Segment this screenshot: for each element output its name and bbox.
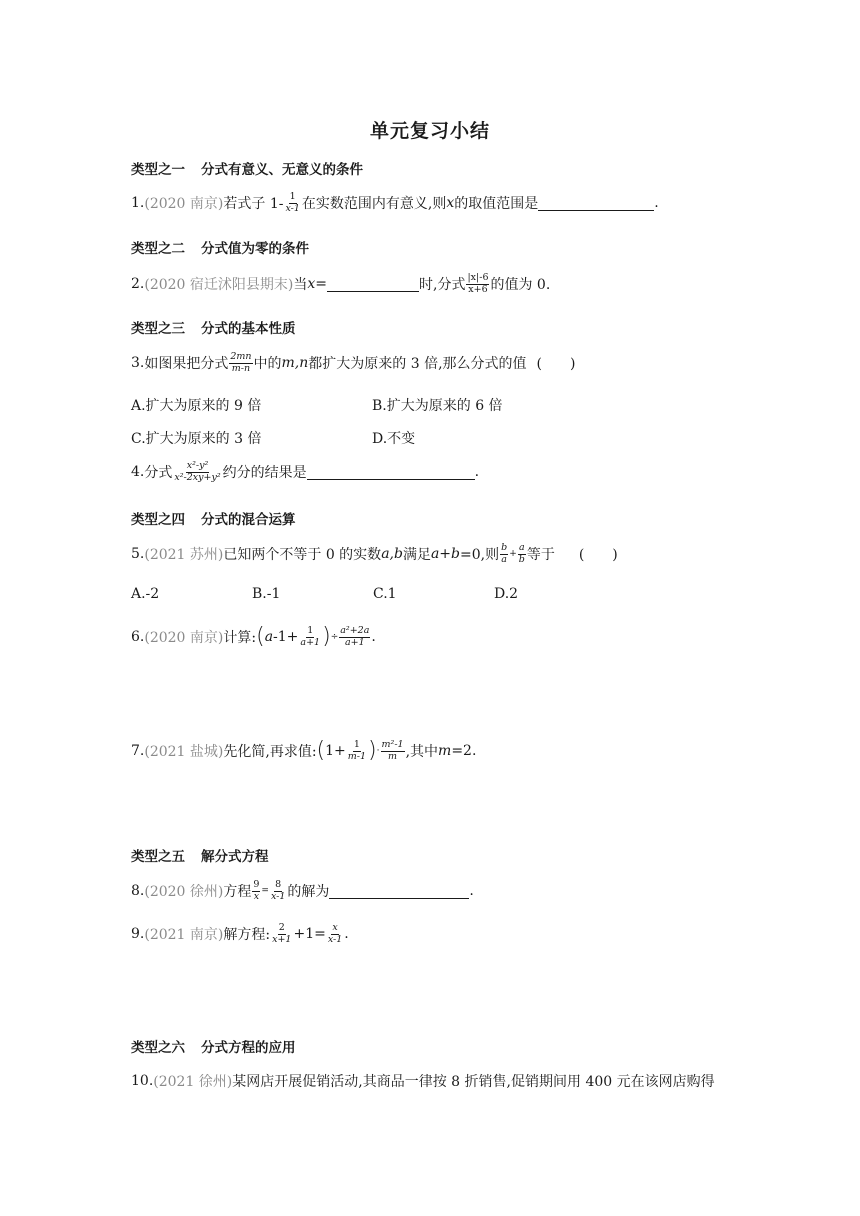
section-heading-1 (131, 158, 363, 178)
option-c[interactable]: C.1 (373, 586, 397, 602)
fraction-denominator: x-1 (327, 933, 343, 945)
option-a[interactable]: A.扩大为原来的 9 倍 (131, 398, 262, 414)
fraction (500, 543, 508, 566)
fraction-denominator: m (388, 750, 398, 762)
option-d[interactable]: D.2 (494, 586, 519, 602)
variable: x (446, 195, 455, 212)
section-name: 分式有意义、无意义的条件 (201, 162, 363, 178)
fraction (339, 626, 370, 649)
section-label: 类型之六 (131, 1040, 185, 1056)
fraction-numerator: 2mn (230, 351, 252, 362)
fraction (381, 740, 405, 763)
question-text: 的取值范围是 (454, 196, 539, 213)
fraction (271, 923, 292, 946)
question-text: 等于 (526, 547, 555, 564)
option-a[interactable]: A.-2 (131, 586, 160, 602)
question-number: 3. (131, 355, 145, 372)
expression: a+b (430, 546, 460, 563)
section-name: 分式值为零的条件 (201, 241, 309, 257)
fraction-numerator: a (518, 542, 525, 553)
question-text: 计算: (223, 630, 257, 647)
question-text: . (344, 926, 349, 943)
question-9 (131, 923, 349, 946)
question-text: =2. (451, 743, 477, 760)
fraction-numerator: 1 (289, 191, 296, 202)
question-text: ,其中 (405, 744, 439, 761)
question-text: 先化简,再求值: (223, 744, 317, 761)
question-text: 的解为 (287, 884, 330, 901)
fraction (299, 626, 321, 649)
answer-paren[interactable]: ( ) (536, 356, 576, 373)
section-label: 类型之五 (131, 849, 185, 865)
question-number: 9. (131, 926, 145, 943)
option-b[interactable]: B.-1 (252, 586, 281, 602)
question-text: 若式子 1- (223, 196, 284, 213)
page-title: 单元复习小结 (369, 120, 490, 142)
fraction-denominator: a+1 (344, 636, 365, 648)
fraction (270, 880, 286, 903)
question-text: 分式 (144, 465, 173, 482)
question-text: 方程 (223, 884, 252, 901)
fraction-numerator: 9 (253, 879, 260, 890)
left-paren: ( (316, 738, 326, 764)
question-number: 8. (131, 883, 145, 900)
section-label: 类型之一 (131, 162, 185, 178)
right-paren: ) (368, 738, 377, 764)
question-source: (2020 南京) (144, 196, 224, 213)
question-text: 约分的结果是 (222, 465, 307, 482)
section-name: 解分式方程 (201, 849, 269, 865)
question-number: 4. (131, 464, 145, 481)
variable: m (438, 743, 452, 760)
fraction-numerator: a²+2a (340, 625, 370, 636)
section-label: 类型之二 (131, 241, 185, 257)
fraction-denominator: x²-2xy+y² (174, 471, 221, 483)
question-text: . (469, 883, 474, 900)
question-source: (2021 徐州) (153, 1074, 233, 1090)
fraction (347, 740, 367, 763)
question-text: 解方程: (223, 927, 271, 944)
equals-sign: = (261, 886, 269, 897)
question-source: (2021 苏州) (144, 547, 224, 564)
fraction-numerator: |x|-6 (467, 272, 489, 283)
fraction-numerator: 1 (353, 739, 360, 750)
question-source: (2021 南京) (144, 927, 224, 944)
question-4 (131, 461, 479, 484)
question-text: . (654, 195, 659, 212)
question-text: +1= (293, 926, 326, 943)
question-number: 7. (131, 743, 145, 760)
fraction-numerator: 1 (307, 625, 314, 636)
answer-blank[interactable] (329, 884, 469, 899)
question-3 (131, 352, 575, 375)
question-number: 5. (131, 546, 145, 563)
section-name: 分式的基本性质 (201, 321, 296, 337)
question-text: 中的 (253, 356, 282, 373)
question-text: = (315, 276, 328, 293)
fraction-numerator: b (501, 542, 508, 553)
question-text: -1+ (273, 629, 299, 646)
fraction-denominator: a (501, 553, 507, 565)
question-number: 10. (131, 1073, 154, 1089)
fraction-denominator: b (518, 553, 525, 565)
variable: m,n (281, 355, 309, 372)
fraction (229, 352, 252, 375)
question-6 (131, 626, 376, 649)
answer-blank[interactable] (307, 465, 475, 480)
variable: x (307, 276, 316, 293)
answer-paren[interactable]: ( ) (578, 547, 618, 564)
question-5 (131, 543, 618, 566)
section-label: 类型之四 (131, 512, 185, 528)
fraction-denominator: x+1 (272, 933, 292, 945)
fraction (173, 461, 221, 484)
fraction-numerator: x²-y² (186, 460, 209, 471)
fraction (284, 192, 300, 215)
section-heading-4 (131, 508, 296, 528)
fraction-denominator: m-n (231, 362, 251, 374)
question-number: 2. (131, 276, 145, 293)
fraction (466, 273, 489, 296)
question-2 (131, 273, 550, 296)
fraction-denominator: x (253, 890, 260, 902)
question-text: 已知两个不等于 0 的实数 (223, 547, 382, 564)
question-text: 如图果把分式 (144, 356, 229, 373)
fraction-numerator: x (332, 922, 338, 933)
section-heading-5 (131, 845, 269, 865)
option-b[interactable]: B.扩大为原来的 6 倍 (372, 398, 503, 414)
divide-sign: ÷ (330, 632, 339, 643)
fraction (518, 543, 526, 566)
question-text: 时,分式 (419, 277, 466, 294)
question-text: . (474, 464, 480, 481)
question-source: (2020 徐州) (144, 884, 224, 901)
fraction-denominator: x-1 (285, 202, 300, 214)
section-name: 分式的混合运算 (201, 512, 296, 528)
question-1 (131, 192, 659, 215)
fraction-denominator: x+6 (468, 283, 488, 295)
answer-blank[interactable] (538, 196, 654, 211)
fraction-numerator: m²-1 (381, 739, 404, 750)
section-label: 类型之三 (131, 321, 185, 337)
question-10 (131, 1071, 715, 1091)
fraction (327, 923, 343, 946)
plus-sign: + (509, 549, 517, 560)
question-7 (131, 740, 476, 763)
question-source: (2020 南京) (144, 630, 224, 647)
question-8 (131, 880, 474, 903)
question-text: 1+ (325, 743, 346, 760)
section-heading-2 (131, 237, 309, 257)
fraction-denominator: a+1 (300, 636, 321, 648)
option-d[interactable]: D.不变 (372, 431, 416, 447)
question-text: =0,则 (460, 547, 500, 564)
question-source: (2020 宿迁沭阳县期末) (144, 277, 294, 294)
question-text: 都扩大为原来的 3 倍,那么分式的值 (308, 356, 527, 373)
option-c[interactable]: C.扩大为原来的 3 倍 (131, 431, 262, 447)
left-paren: ( (256, 624, 265, 650)
fraction-numerator: 2 (278, 922, 285, 933)
question-text: 在实数范围内有意义,则 (301, 196, 447, 213)
section-name: 分式方程的应用 (201, 1040, 296, 1056)
right-paren: ) (322, 624, 331, 650)
fraction-denominator: x-1 (270, 890, 286, 902)
section-heading-6 (131, 1036, 296, 1056)
multiply-dot: · (376, 746, 380, 757)
fraction (252, 880, 260, 903)
fraction-denominator: m-1 (347, 750, 367, 762)
answer-blank[interactable] (327, 277, 419, 292)
question-text: . (371, 629, 376, 646)
question-text: 的值为 0. (490, 277, 551, 294)
question-text: 当 (293, 277, 308, 294)
section-heading-3 (131, 317, 296, 337)
question-source: (2021 盐城) (144, 744, 224, 761)
question-text: 某网店开展促销活动,其商品一律按 8 折销售,促销期间用 400 元在该网店购得 (232, 1074, 715, 1090)
variable: a (264, 629, 274, 646)
question-number: 6. (131, 629, 145, 646)
variable: a,b (381, 546, 403, 563)
question-text: 满足 (402, 547, 431, 564)
question-number: 1. (131, 195, 145, 212)
fraction-numerator: 8 (275, 879, 282, 890)
